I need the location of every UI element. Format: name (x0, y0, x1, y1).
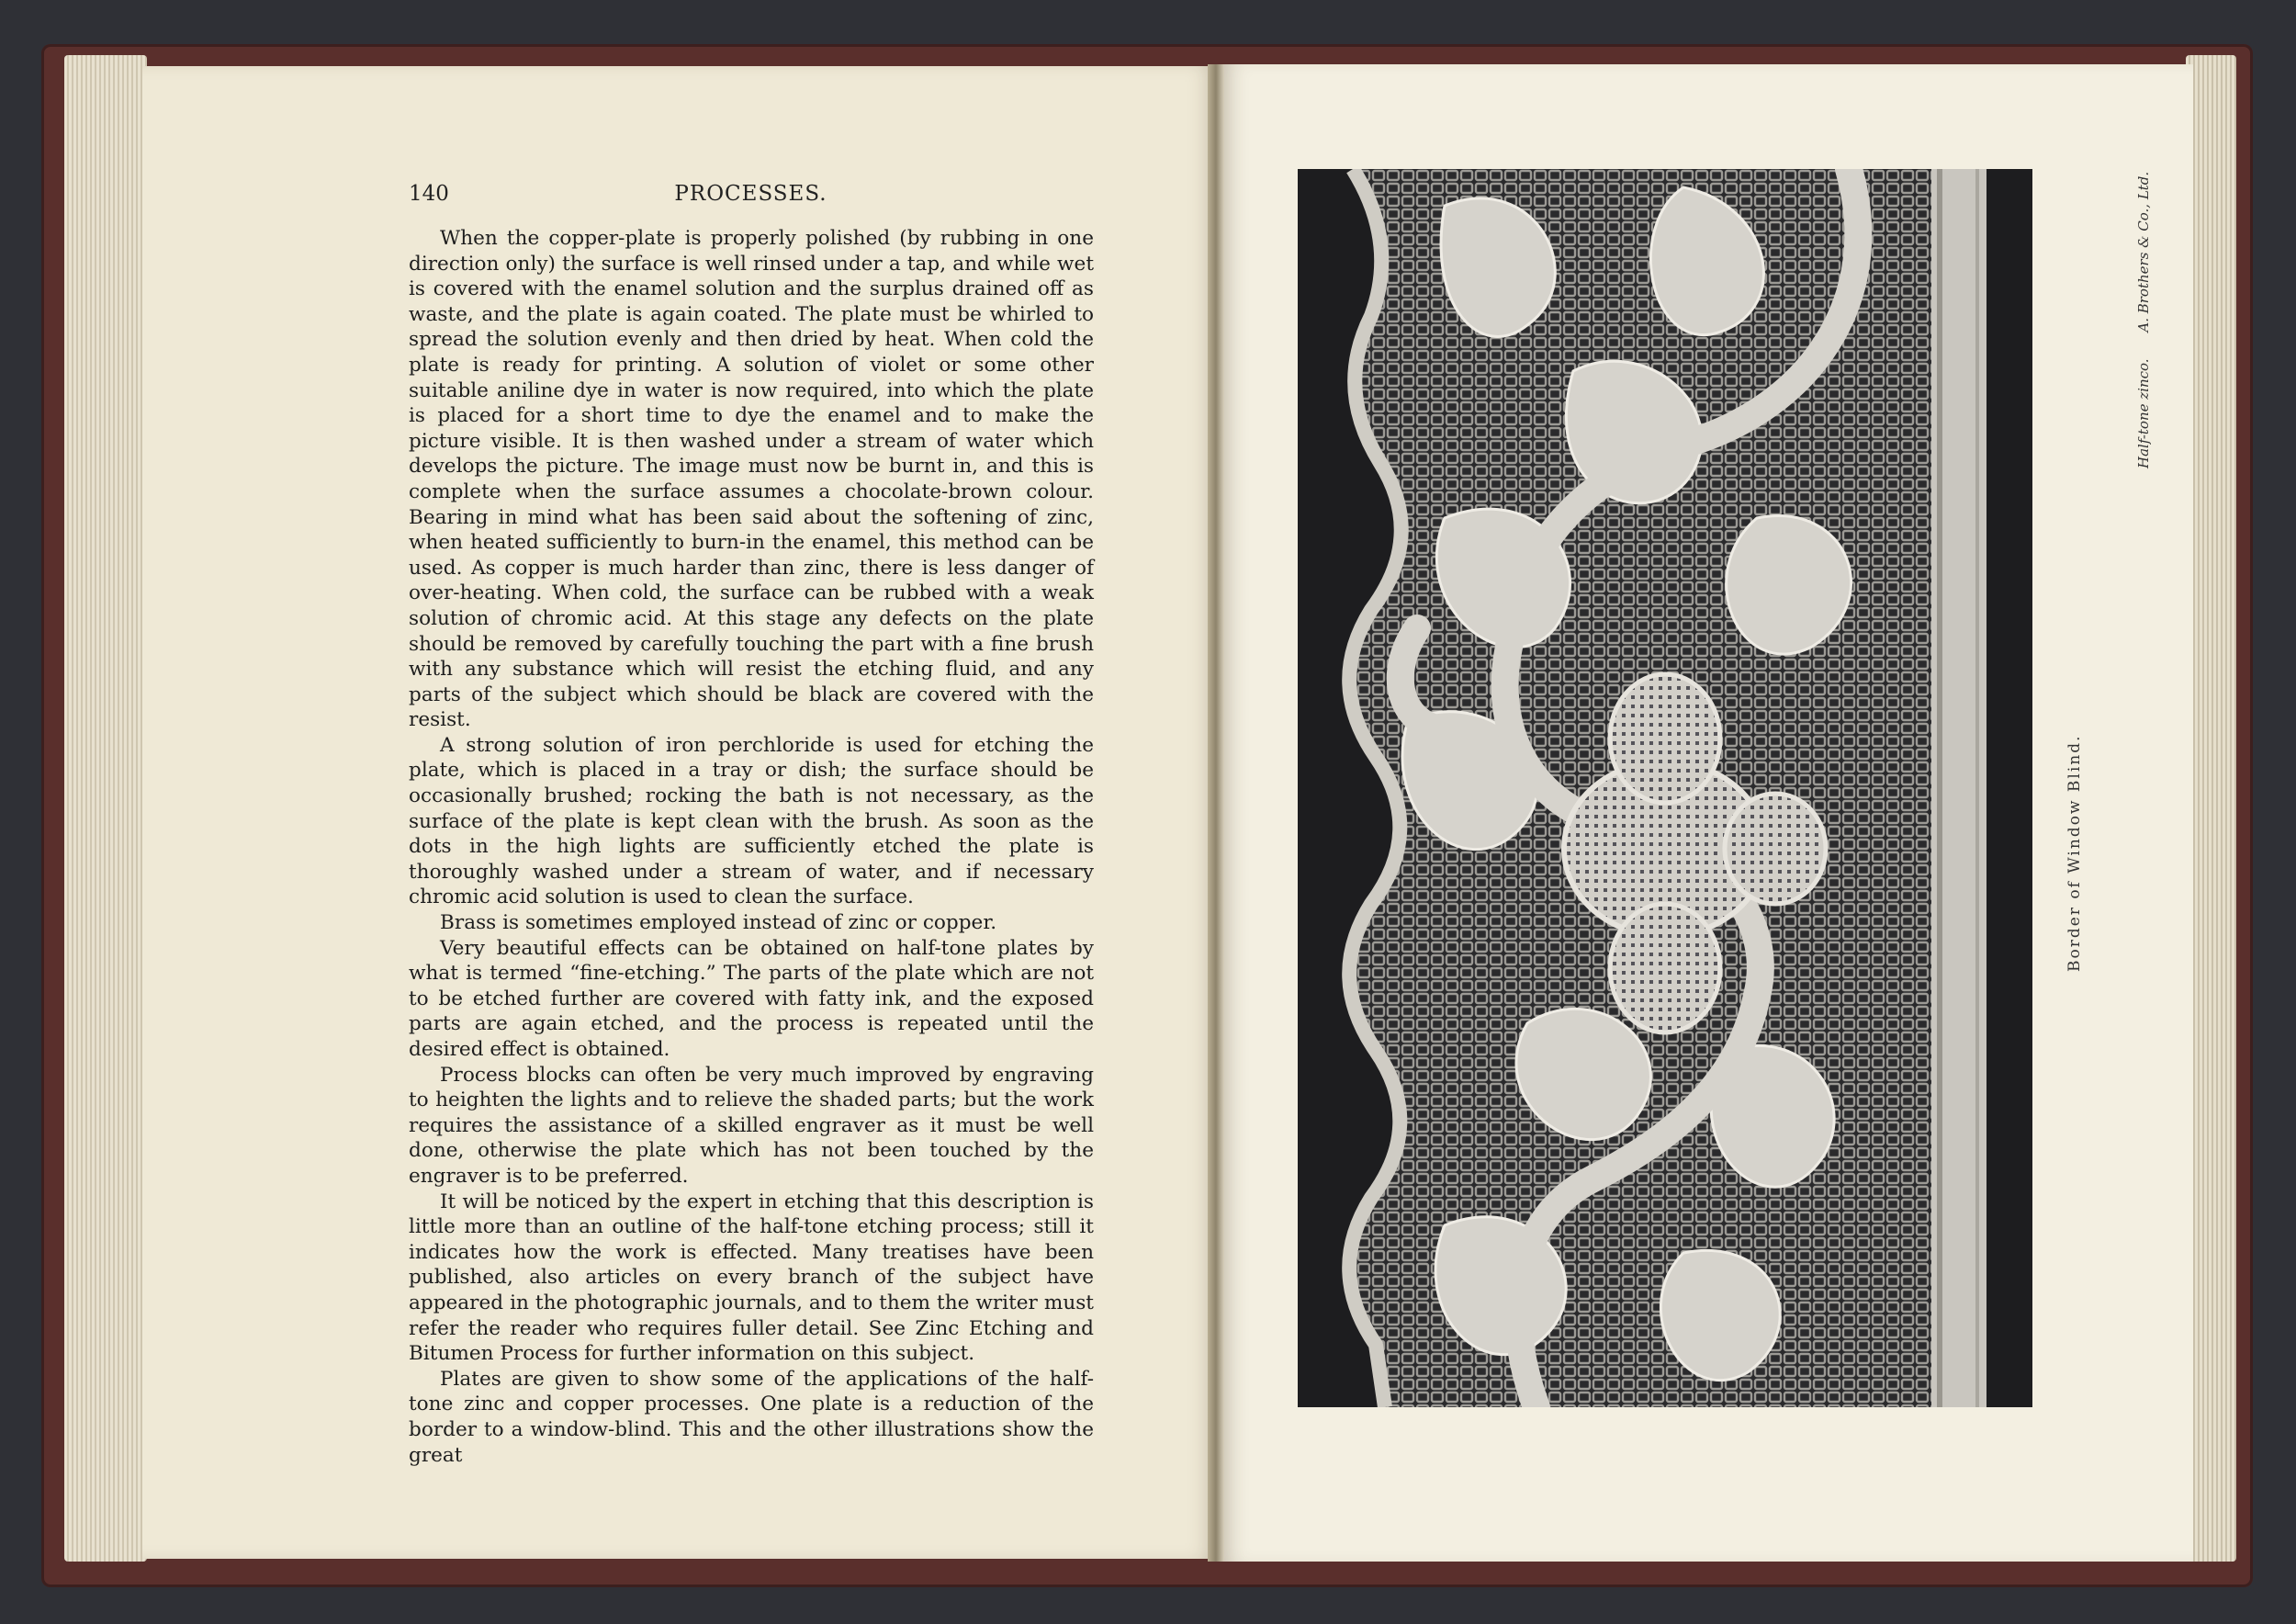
running-head: PROCESSES. (674, 182, 827, 206)
body-text (409, 226, 1094, 1468)
paragraph: Brass is sometimes employed instead of zinc or copper. (440, 911, 997, 935)
page-edges-left (64, 55, 147, 1562)
paragraph: When the copper-plate is properly polished (by rubbing in one direction only) the surface is well rinsed under a tap, and while wet is covered with the enamel solution and the surplus drained off as waste, and the plate is again coated. The plate must be whirled to spread the solution evenly and then dried by heat. When cold the plate is ready for printing. A solution of violet or some other suitable aniline dye in water is now required, into which the plate is placed for a short time to dye the enamel and to make the picture visible. It is then washed under a stream of water which develops the picture. The image must now be burnt in, and this is complete when the surface assumes a chocolate-brown colour. Bearing in mind what has been said about the softening of zinc, when heated sufficiently to burn-in the enamel, this method can be used. As copper is much harder than zinc, there is less danger of over-heating. When cold, the surface can be rubbed with a weak solution of chromic acid. At this stage any defects on the plate should be removed by carefully touching the part with a fine brush with any substance which will resist the etching fluid, and any parts of the subject which should be black are covered with the resist. (409, 227, 1094, 732)
lace-illustration (1298, 169, 2032, 1407)
page-number: 140 (409, 182, 449, 206)
plate-caption: Border of Window Blind. (2065, 734, 2084, 972)
plate-credit (2135, 150, 2152, 468)
book-gutter (1208, 64, 1224, 1562)
page-header (409, 182, 1093, 213)
page-edges-right (2186, 55, 2236, 1562)
paragraph: It will be noticed by the expert in etching that this description is little more than an outline of the half-tone etching process; still it indicates how the work is effected. Many treatises have been published, also articles on every branch of the subject have appeared in the photographic journals, and to them the writer must refer the reader who requires fuller detail. See Zinc Etching and Bitumen Process for further information on this subject. (409, 1190, 1094, 1366)
credit-process: Half-tone zinco. (2135, 358, 2152, 468)
credit-maker: A. Brothers & Co., Ltd. (2135, 171, 2152, 333)
paragraph: Very beautiful effects can be obtained on half-tone plates by what is termed “fine-etching.” The parts of the plate which are not to be etched further are covered with fatty ink, and the exposed parts are again etched, and the process is repeated until the desired effect is obtained. (409, 936, 1094, 1061)
paragraph: Process blocks can often be very much improved by engraving to heighten the lights and to relieve the shaded parts; but the work requires the assistance of a skilled engraver as it must be well done, otherwise the plate which has not been touched by the engraver is to be preferred. (409, 1063, 1094, 1188)
paragraph: Plates are given to show some of the applications of the half-tone zinc and copper processes. One plate is a reduction of the border to a window-blind. This and the other illustrations show the great (409, 1367, 1094, 1467)
lace-border-plate (1298, 169, 2032, 1407)
paragraph: A strong solution of iron perchloride is used for etching the plate, which is placed in a tray or dish; the surface should be occasionally brushed; rocking the bath is not necessary, as the surface of the plate is kept clean with the brush. As soon as the dots in the high lights are sufficiently etched the plate is thoroughly washed under a stream of water, and if necessary chromic acid solution is used to clean the surface. (409, 733, 1094, 909)
